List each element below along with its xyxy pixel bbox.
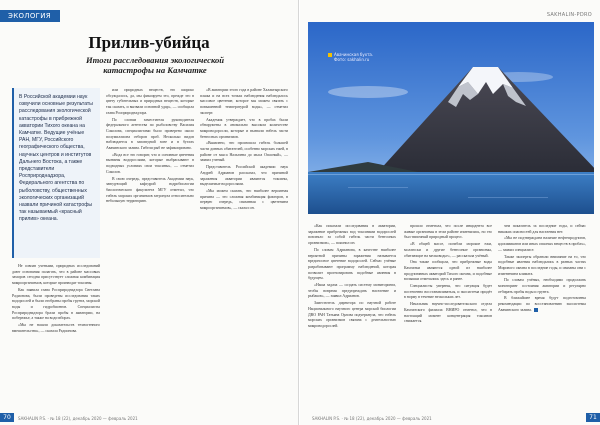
right-page — [300, 0, 600, 425]
volcano-photo — [308, 22, 594, 214]
footer-right: SAKHALIN P.S. · № 18 (22), декабрь 2020 — февраль 2021 — [312, 416, 432, 421]
paragraph: Как заявила глава Росприроднадзора Светлана Радионова, были проведены исследования таких водорослей и были отобраны пробы грунта, морской воды и гидробионтов. Специалисты Росприроднадзора брали пробы в акватории, на побережье, а также на водозаборах. — [12, 287, 100, 321]
paragraph: или природных веществ, это широко обсуждалось, да, мы фиксируем это, прежде это в цвету губительных и природных веществ, которые так сказать, и вызвали основной удар», — сообщила глава Росприроднадзора. — [106, 88, 194, 115]
lead-paragraph: В Российской академии наук озвучили основные результаты расследования экологической катастрофы в прибрежной акватории Тихого океана на Камчатке. Ведущие учёные РАН, МГУ, Российского географического общества, научных центров и институтов Дальнего Востока, а также представители Росприроднадзора, Федерального агентства по рыболовству, общественных экологических организаций назвали причиной катастрофы так называемый «красный прилив» океана. — [19, 94, 93, 223]
right-column-3 — [498, 224, 586, 315]
paragraph: По словам заместителя руководителя федерального агентства по рыболовству Василия Соколова, специалистами было проверено около полумиллиона отборов проб. Несколько видов наблюдается в заповедной зоне и в бухтах Авачинского залива. Гибели рыб не зафиксировано. — [106, 117, 194, 151]
section-label: ЭКОЛОГИЯ — [0, 10, 60, 22]
paragraph: «Наша задача — создать систему мониторинга, чтобы вовремя предупреждать население и рыбаков», — заявил Адрианов. — [308, 283, 396, 299]
paragraph: «В общей массе, погибли морские ежи, моллюски и другие бентосные организмы, обитающие на мелководье», — рассказала учёный. — [404, 242, 492, 258]
paragraph: По словам учёных, необходимо продолжать мониторинг состояния акватории и регулярно отбирать пробы воды и грунта. — [498, 278, 586, 294]
paragraph: Представитель Российской академии наук Андрей Адрианов рассказал, что причиной заражения акватории являются токсины, выделяемые водорослями. — [200, 165, 288, 187]
paragraph: «Мы не подтверждаем наличие нефтепродуктов, ядохимикатов или иных опасных веществ в пробах», — заявил специалист. — [498, 236, 586, 252]
page-number-left: 70 — [0, 413, 14, 422]
paragraph: «Вода все это говорит, что и основные цветения вызваны водорослями, которые выбрасывают в подводных условиях свои токсины», — отметил Соколов. — [106, 152, 194, 174]
article-title: Прилив-убийца — [88, 33, 210, 52]
paragraph: «Мы можем сказать, что наиболее вероятная причина — это сложная комбинация факторов, в первую очередь, связанная с цветением микроорганизмов», — сказал он. — [200, 188, 288, 211]
paragraph: «Как показали исследования в акватории, заражение прибрежных вод токсинами водорослей повлекло за собой гибель части бентосных организмов», — пояснил он. — [308, 224, 396, 246]
paragraph: «Мы не нашли доказательств техногенного вмешательства», — сказала Радионова. — [12, 323, 100, 333]
paragraph: По словам Адрианова, в качестве наиболее вероятной причины заражения называется вредоносное цветение водорослей. Сейчас учёные разрабатывают программу наблюдений, которая позволит прогнозировать подобные явления в будущем. — [308, 247, 396, 281]
lead-paragraph-box — [12, 88, 100, 258]
final-paragraph-text: В ближайшее время будут подготовлены рекомендации по восстановлению экосистемы Авачинского залива. — [498, 296, 586, 312]
paragraph: «В акватории этого года в районе Халактырского пляжа и на всех точках наблюдения наблюдалось массовое цветение, которое мы можем связать с повышенной температурой воды», — отметил эксперт. — [200, 88, 288, 115]
left-column-3 — [200, 88, 288, 213]
right-column-1 — [308, 224, 396, 331]
page-number-right: 71 — [586, 413, 600, 422]
subtitle-line-2: катастрофы на Камчатке — [103, 65, 207, 75]
left-column-2 — [106, 88, 194, 206]
caption-line-1: Авачинская бухта. — [334, 52, 374, 57]
paragraph: Заместитель директора по научной работе Национального научного центра морской биологии ДВО РАН Татьяна Орлова подчеркнула, что гибель морских организмов связана с деятельностью микроводорослей. — [308, 301, 396, 328]
paragraph: Она также сообщила, что прибрежные воды Камчатки являются одной из наиболее продуктивных акваторий Тихого океана, и подобные вспышки отмечались здесь и ранее. — [404, 260, 492, 282]
right-column-2 — [404, 224, 492, 326]
paragraph: Не совпав учеными, природных исследований дают основания полагать, что в районе массовых заморов сегодня присутствует сложная комбинация микроорганизмов, которые производят токсины. — [12, 264, 100, 286]
paragraph: В свою очередь, представитель Академии наук, заведующий кафедрой гидробиологии биологического факультета МГУ отметил, что гибель морских организмов затронула относительно небольшую территорию. — [106, 176, 194, 204]
paragraph: чем показатель за последние годы, и сейчас никаких опасностей для населения нет. — [498, 224, 586, 234]
paragraph: Академик утверждает, что в пробах были обнаружены в аномально высоком количестве микроводоросли, которые и вызвали гибель части бентосных организмов. — [200, 117, 288, 139]
paragraph: «Выявлено, что произошла гибель большей части донных обитателей, особенно морских ежей, в районе от мыса Налычева до мыса Опасный», — заявил ученый. — [200, 141, 288, 163]
article-subtitle — [40, 55, 270, 75]
left-page — [0, 0, 299, 425]
paragraph: Также эксперты обратили внимание на то, что подобные явления наблюдались в разных частях Мирового океана в последние годы, и связаны они с изменением климата. — [498, 254, 586, 276]
paragraph — [498, 296, 586, 313]
brand-label: SAKHALIN-PDRO — [546, 12, 592, 18]
caption-line-2: Фото: sakhalin.ru — [334, 57, 370, 62]
subtitle-line-1: Итоги расследования экологической — [85, 55, 225, 65]
end-of-article-icon — [534, 308, 538, 312]
volcano-illustration — [308, 22, 594, 214]
left-column-1 — [12, 264, 100, 335]
paragraph: прошло отметила, что после инцидента все живые организмы в этом районе изменились, но это был типичный природный процесс. — [404, 224, 492, 240]
footer-left: SAKHALIN P.S. · № 18 (22), декабрь 2020 — февраль 2021 — [18, 416, 138, 421]
paragraph: Специалисты уверены, что ситуация будет постепенно восстанавливаться, и экосистема придёт в норму в течение нескольких лет. — [404, 284, 492, 300]
photo-caption — [328, 52, 373, 62]
caption-marker-icon — [328, 53, 332, 57]
paragraph: Начальник научно-исследовательского отдела Камчатского филиала ВНИРО отметил, что в настоящий момент концентрация токсинов снижается. — [404, 302, 492, 324]
